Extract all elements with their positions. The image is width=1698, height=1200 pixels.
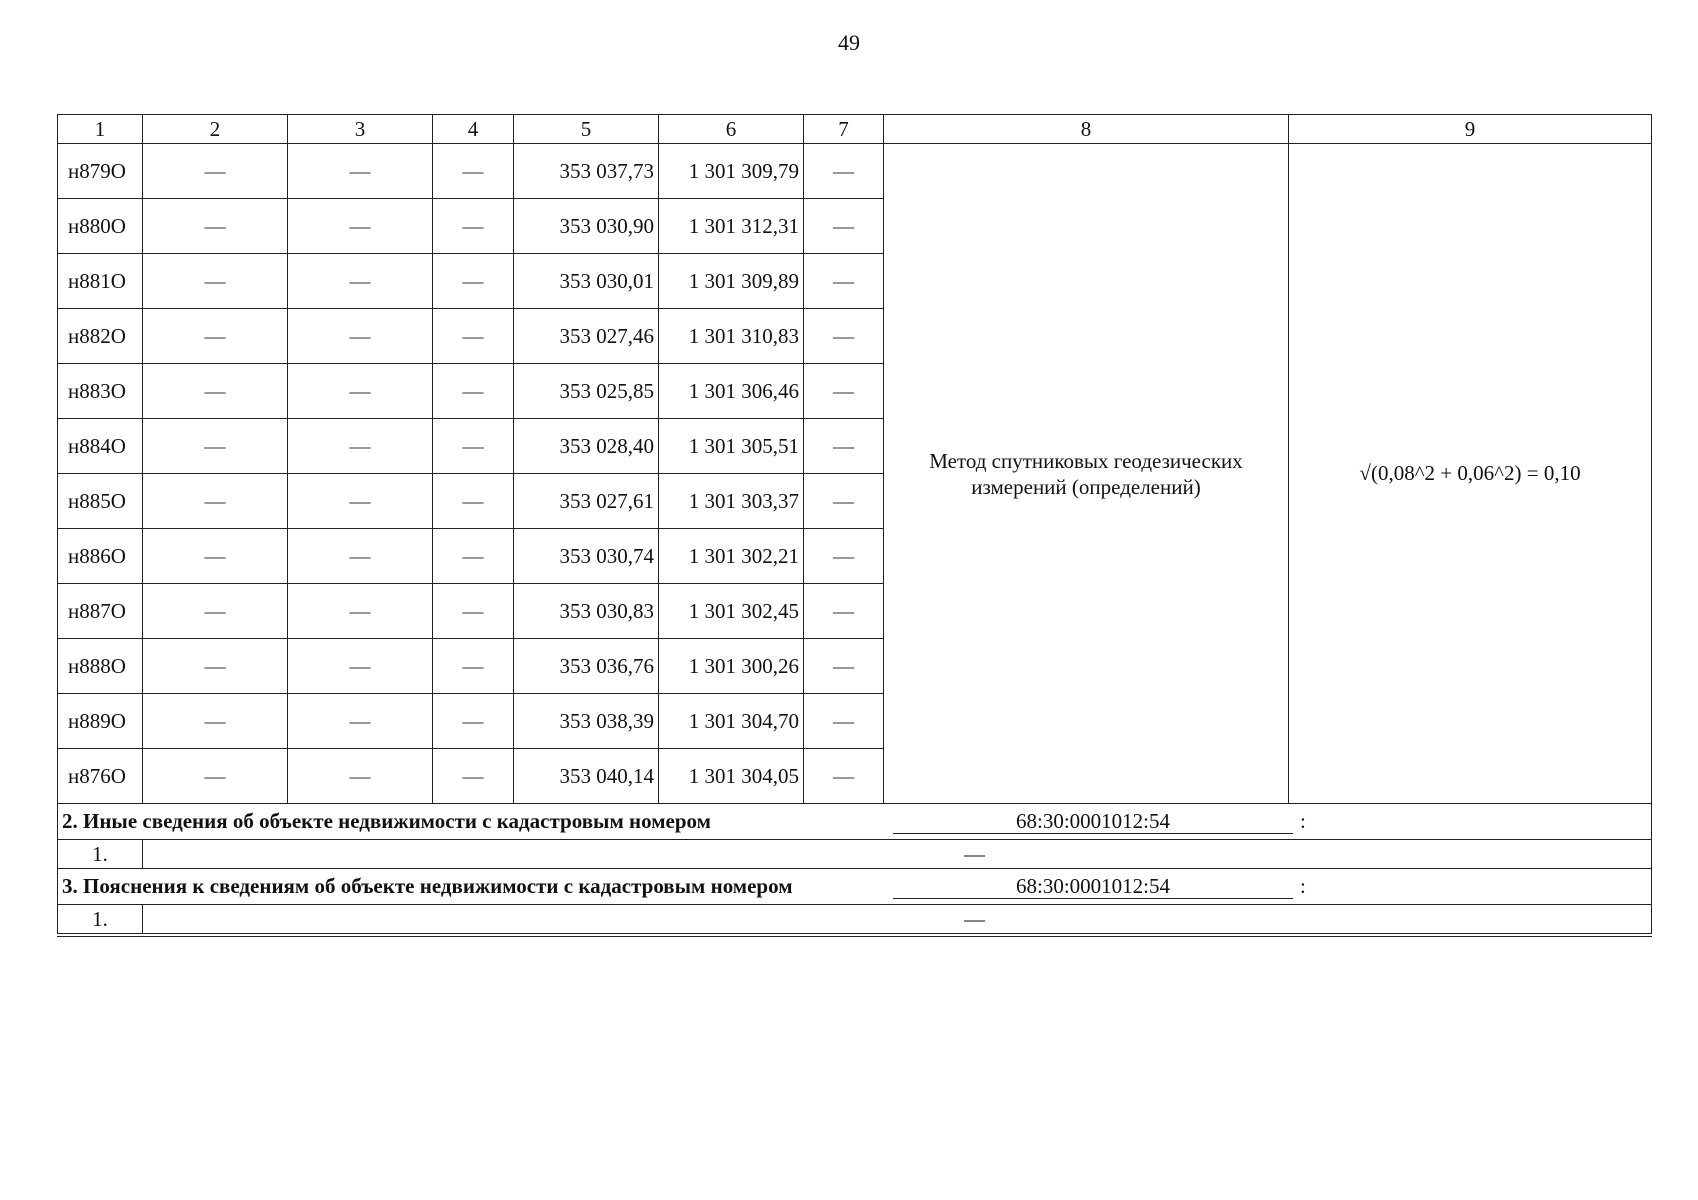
- dash-cell: —: [804, 529, 884, 584]
- dash-cell: —: [433, 144, 514, 199]
- x-coordinate-cell: 353 036,76: [514, 639, 659, 694]
- section-3-title: 3. Пояснения к сведениям об объекте недвижимости с кадастровым номером: [62, 874, 793, 898]
- accuracy-formula-cell: √(0,08^2 + 0,06^2) = 0,10: [1289, 144, 1652, 804]
- dash-cell: —: [804, 144, 884, 199]
- column-header: 6: [659, 115, 804, 144]
- dash-cell: —: [143, 309, 288, 364]
- dash-cell: —: [433, 529, 514, 584]
- y-coordinate-cell: 1 301 304,70: [659, 694, 804, 749]
- point-name-cell: н883О: [58, 364, 143, 419]
- x-coordinate-cell: 353 027,46: [514, 309, 659, 364]
- x-coordinate-cell: 353 030,90: [514, 199, 659, 254]
- y-coordinate-cell: 1 301 312,31: [659, 199, 804, 254]
- item-value: —: [143, 840, 1652, 869]
- point-name-cell: н889О: [58, 694, 143, 749]
- column-header: 9: [1289, 115, 1652, 144]
- dash-cell: —: [804, 419, 884, 474]
- column-header: 5: [514, 115, 659, 144]
- x-coordinate-cell: 353 027,61: [514, 474, 659, 529]
- column-header: 3: [288, 115, 433, 144]
- dash-cell: —: [288, 639, 433, 694]
- dash-cell: —: [804, 474, 884, 529]
- y-coordinate-cell: 1 301 309,89: [659, 254, 804, 309]
- dash-cell: —: [288, 529, 433, 584]
- dash-cell: —: [288, 309, 433, 364]
- point-name-cell: н887О: [58, 584, 143, 639]
- section-2-title: 2. Иные сведения об объекте недвижимости с кадастровым номером: [62, 809, 711, 833]
- dash-cell: —: [433, 419, 514, 474]
- section-3-cadastral-number: 68:30:0001012:54: [893, 874, 1293, 899]
- dash-cell: —: [143, 419, 288, 474]
- dash-cell: —: [433, 694, 514, 749]
- dash-cell: —: [433, 584, 514, 639]
- dash-cell: —: [433, 364, 514, 419]
- method-cell: Метод спутниковых геодезических измерений (определений): [884, 144, 1289, 804]
- point-name-cell: н881О: [58, 254, 143, 309]
- dash-cell: —: [288, 144, 433, 199]
- y-coordinate-cell: 1 301 303,37: [659, 474, 804, 529]
- dash-cell: —: [143, 694, 288, 749]
- dash-cell: —: [288, 199, 433, 254]
- y-coordinate-cell: 1 301 305,51: [659, 419, 804, 474]
- point-name-cell: н886О: [58, 529, 143, 584]
- dash-cell: —: [288, 254, 433, 309]
- section-3-colon: :: [1300, 874, 1306, 898]
- section-3-item-row: [58, 905, 1652, 936]
- section-2-item-row: [58, 840, 1652, 869]
- dash-cell: —: [804, 364, 884, 419]
- column-header: 8: [884, 115, 1289, 144]
- column-header: 4: [433, 115, 514, 144]
- column-header: 2: [143, 115, 288, 144]
- dash-cell: —: [804, 254, 884, 309]
- section-2-cadastral-number: 68:30:0001012:54: [893, 809, 1293, 834]
- point-name-cell: н879О: [58, 144, 143, 199]
- x-coordinate-cell: 353 030,83: [514, 584, 659, 639]
- dash-cell: —: [288, 584, 433, 639]
- point-name-cell: н885О: [58, 474, 143, 529]
- section-2-colon: :: [1300, 809, 1306, 833]
- point-name-cell: н882О: [58, 309, 143, 364]
- dash-cell: —: [288, 749, 433, 804]
- y-coordinate-cell: 1 301 302,21: [659, 529, 804, 584]
- dash-cell: —: [433, 309, 514, 364]
- dash-cell: —: [433, 749, 514, 804]
- column-header: 1: [58, 115, 143, 144]
- point-name-cell: н880О: [58, 199, 143, 254]
- table-row: [58, 144, 1652, 199]
- dash-cell: —: [288, 364, 433, 419]
- dash-cell: —: [143, 749, 288, 804]
- x-coordinate-cell: 353 025,85: [514, 364, 659, 419]
- dash-cell: —: [433, 474, 514, 529]
- x-coordinate-cell: 353 030,01: [514, 254, 659, 309]
- y-coordinate-cell: 1 301 306,46: [659, 364, 804, 419]
- y-coordinate-cell: 1 301 309,79: [659, 144, 804, 199]
- dash-cell: —: [804, 694, 884, 749]
- dash-cell: —: [288, 694, 433, 749]
- dash-cell: —: [433, 254, 514, 309]
- dash-cell: —: [143, 254, 288, 309]
- dash-cell: —: [288, 419, 433, 474]
- coordinates-table: [57, 114, 1652, 937]
- dash-cell: —: [804, 199, 884, 254]
- y-coordinate-cell: 1 301 302,45: [659, 584, 804, 639]
- page-number: 49: [838, 30, 860, 55]
- point-name-cell: н876О: [58, 749, 143, 804]
- y-coordinate-cell: 1 301 310,83: [659, 309, 804, 364]
- dash-cell: —: [143, 639, 288, 694]
- dash-cell: —: [804, 584, 884, 639]
- dash-cell: —: [433, 639, 514, 694]
- x-coordinate-cell: 353 040,14: [514, 749, 659, 804]
- y-coordinate-cell: 1 301 300,26: [659, 639, 804, 694]
- dash-cell: —: [433, 199, 514, 254]
- y-coordinate-cell: 1 301 304,05: [659, 749, 804, 804]
- dash-cell: —: [288, 474, 433, 529]
- dash-cell: —: [804, 309, 884, 364]
- dash-cell: —: [143, 474, 288, 529]
- dash-cell: —: [804, 639, 884, 694]
- dash-cell: —: [143, 584, 288, 639]
- item-number: 1.: [58, 840, 143, 869]
- table-header-row: [58, 115, 1652, 144]
- item-value: —: [143, 905, 1652, 936]
- dash-cell: —: [143, 529, 288, 584]
- point-name-cell: н888О: [58, 639, 143, 694]
- x-coordinate-cell: 353 037,73: [514, 144, 659, 199]
- dash-cell: —: [804, 749, 884, 804]
- x-coordinate-cell: 353 038,39: [514, 694, 659, 749]
- x-coordinate-cell: 353 028,40: [514, 419, 659, 474]
- dash-cell: —: [143, 364, 288, 419]
- x-coordinate-cell: 353 030,74: [514, 529, 659, 584]
- item-number: 1.: [58, 905, 143, 936]
- column-header: 7: [804, 115, 884, 144]
- dash-cell: —: [143, 144, 288, 199]
- point-name-cell: н884О: [58, 419, 143, 474]
- dash-cell: —: [143, 199, 288, 254]
- section-3-row: [58, 869, 1652, 905]
- section-2-row: [58, 804, 1652, 840]
